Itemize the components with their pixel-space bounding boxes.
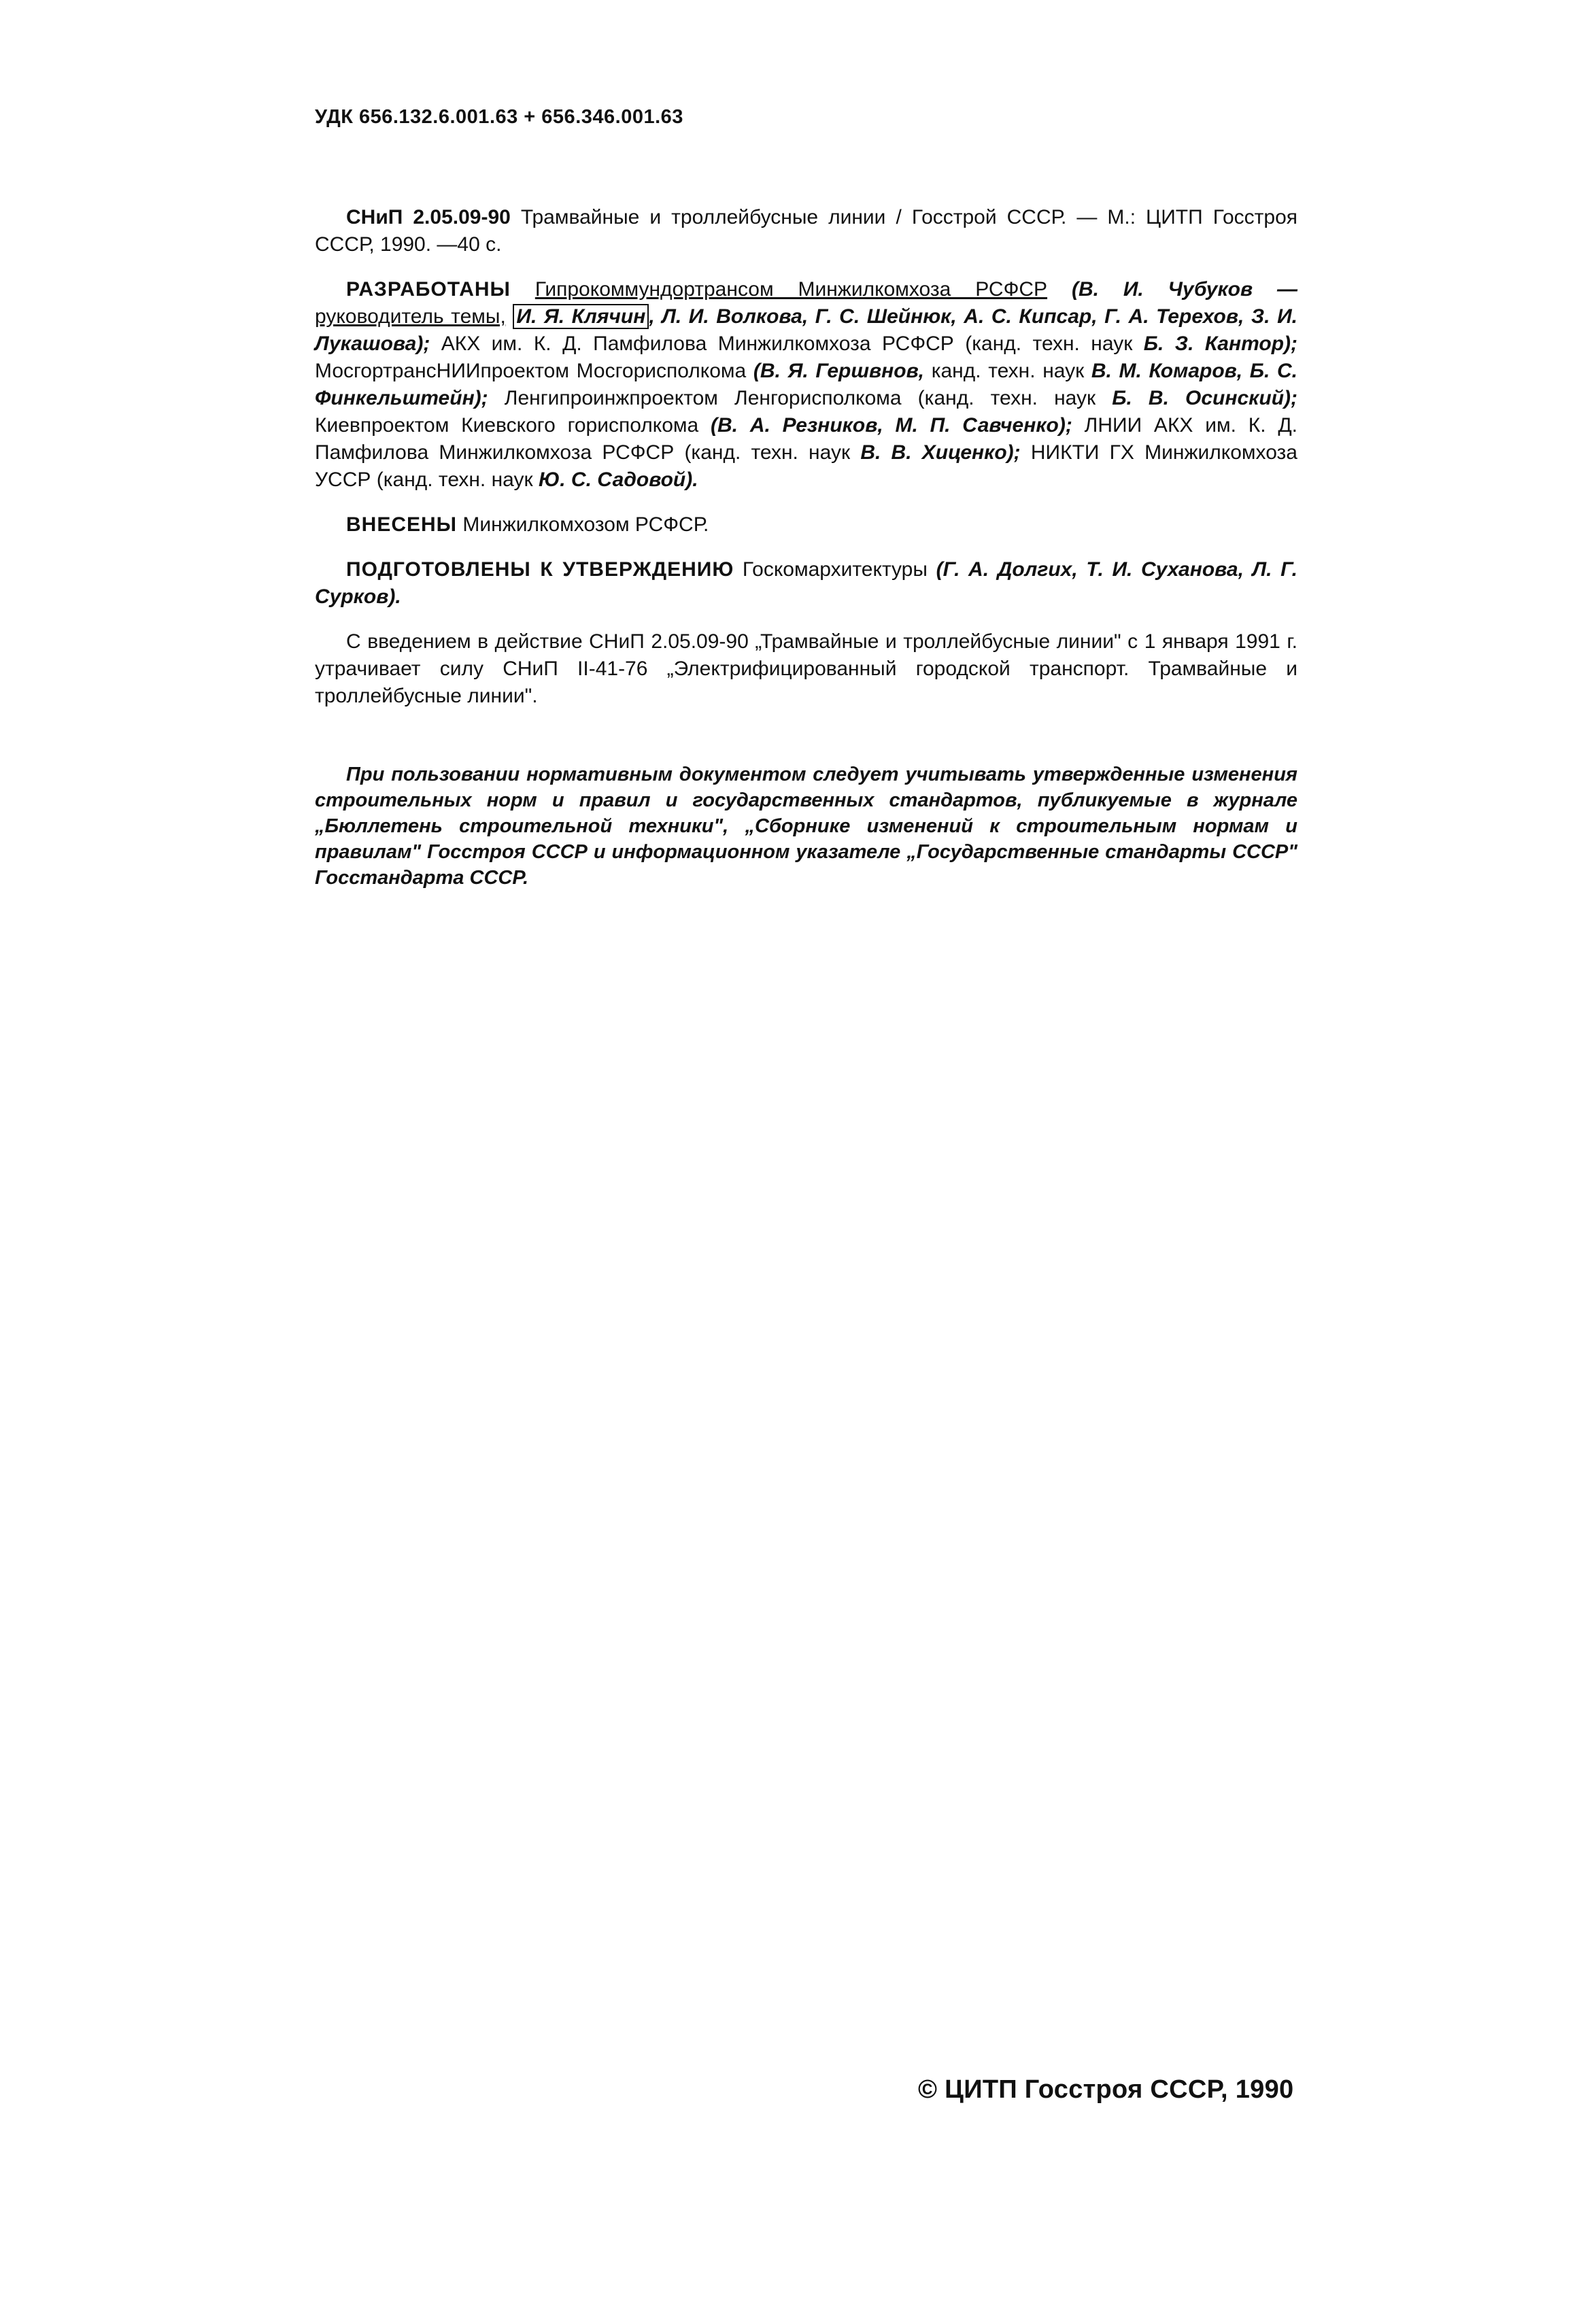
developed-authors7: Ю. С. Садовой). <box>538 468 698 491</box>
introduced-paragraph <box>315 511 1297 539</box>
developed-org6: ЛНИИ АКХ им. К. Д. Памфилова Минжилкомхоза РСФСР (канд. техн. наук <box>315 414 1298 464</box>
prepared-authors: (Г. А. Долгих, Т. И. Суханова, Л. Г. Сурков). <box>315 558 1297 608</box>
developed-org3b: канд. техн. наук <box>931 360 1085 382</box>
developed-authors3: (В. Я. Гершвнов, <box>753 360 925 382</box>
developed-authors3b: В. М. Комаров, Б. С. Финкельштейн); <box>315 360 1297 409</box>
copyright-line: © ЦИТП Госстроя СССР, 1990 <box>918 2075 1294 2104</box>
developed-org1: Гипрокоммундортрансом Минжилкомхоза РСФСР <box>534 278 1048 301</box>
developed-paragraph <box>315 276 1297 494</box>
prepared-org: Госкомархитектуры <box>742 558 928 581</box>
developed-authors5: (В. А. Резников, М. П. Савченко); <box>711 414 1072 437</box>
citation-paragraph <box>315 204 1297 258</box>
developed-authors4: Б. В. Осинский); <box>1112 387 1297 409</box>
document-body <box>315 204 1297 910</box>
developed-authors1: , Л. И. Волкова, Г. С. Шейнюк, А. С. Кипсар, Г. А. Терехов, З. И. Лукашова); <box>315 305 1297 355</box>
prepared-paragraph <box>315 556 1297 611</box>
replacement-paragraph: С введением в действие СНиП 2.05.09-90 „Трамвайные и троллейбусные линии" с 1 января 1991 г. утрачивает силу СНиП II-41-76 „Электрифицированный городской транспорт. Трамвайные и троллейбусные линии". <box>315 630 1297 707</box>
introduced-label: ВНЕСЕНЫ <box>346 513 458 536</box>
introduced-text: Минжилкомхозом РСФСР. <box>462 513 709 536</box>
developed-org3: МосгортрансНИИпроектом Мосгорисполкома <box>315 360 747 382</box>
developed-label: РАЗРАБОТАНЫ <box>346 278 511 301</box>
prepared-label: ПОДГОТОВЛЕНЫ К УТВЕРЖДЕНИЮ <box>346 558 734 581</box>
developed-org7: НИКТИ ГХ Минжилкомхоза УССР (канд. техн. наук <box>315 441 1297 491</box>
usage-notice: При пользовании нормативным документом следует учитывать утвержденные изменения строительных норм и правил и государственных стандартов, публикуемые в журнале „Бюллетень строительной техники", „Сборнике изменений к строительным нормам и правилам" Госстроя СССР и информационном указателе „Государственные стандарты СССР" Госстандарта СССР. <box>315 764 1297 889</box>
developed-authors6: В. В. Хиценко); <box>860 441 1021 464</box>
developed-org4: Ленгипроинжпроектом Ленгорисполкома (канд. техн. наук <box>504 387 1096 409</box>
citation-text: Трамвайные и троллейбусные линии / Госстрой СССР. — М.: ЦИТП Госстроя СССР, 1990. —40 с. <box>315 206 1297 256</box>
developed-authors2: Б. З. Кантор); <box>1143 333 1298 355</box>
udk-code: УДК 656.132.6.001.63 + 656.346.001.63 <box>315 106 683 128</box>
citation-code: СНиП 2.05.09-90 <box>346 206 511 228</box>
developed-org5: Киевпроектом Киевского горисполкома <box>315 414 699 437</box>
boxed-author-name: И. Я. Клячин <box>513 304 649 329</box>
developed-org2: АКХ им. К. Д. Памфилова Минжилкомхоза РСФСР (канд. техн. наук <box>441 333 1133 355</box>
developed-lead-open: (В. И. Чубуков — <box>1071 278 1297 301</box>
developed-lead-role: руководитель темы, <box>315 305 506 328</box>
